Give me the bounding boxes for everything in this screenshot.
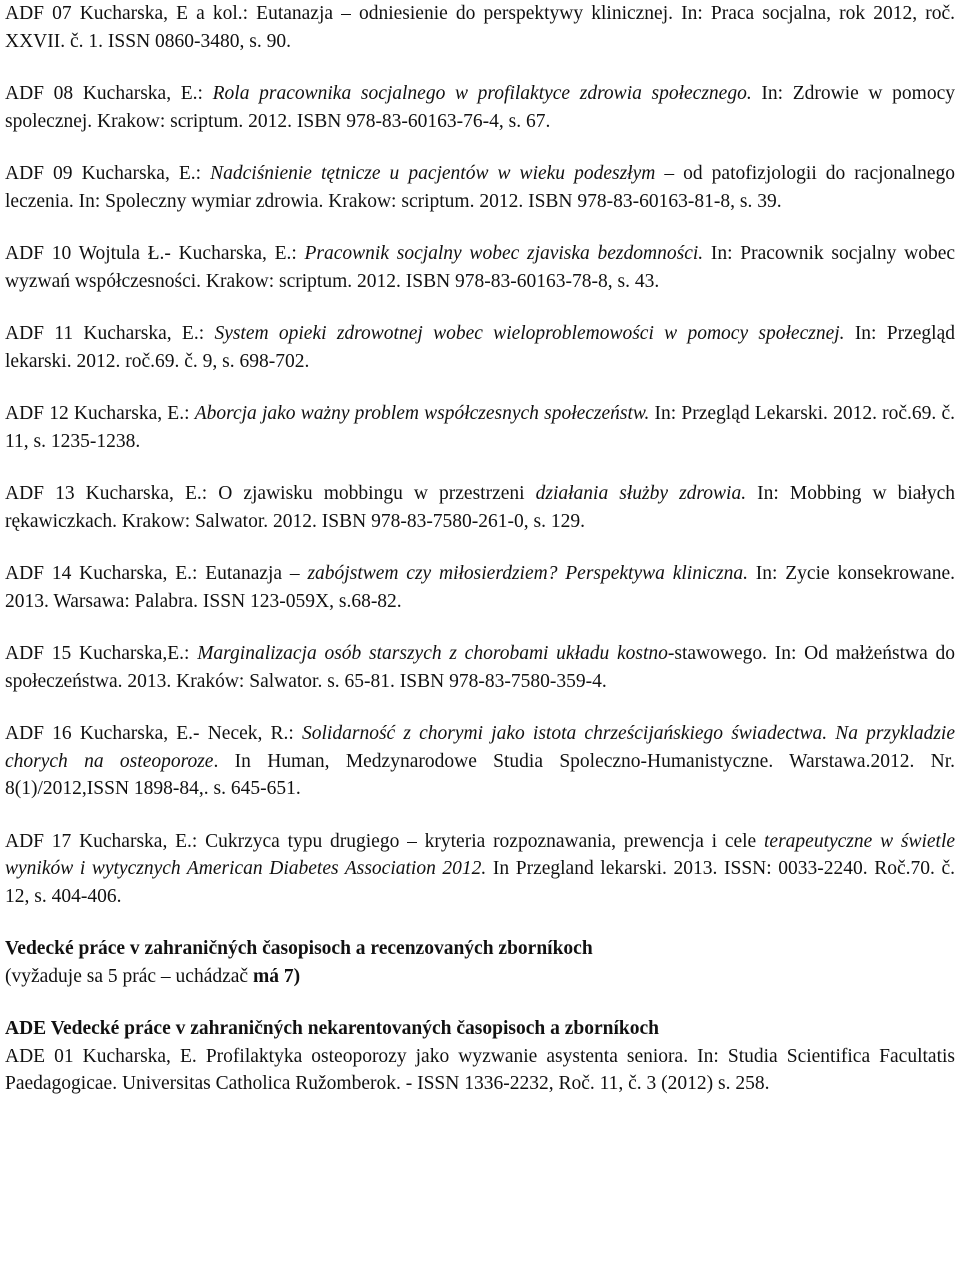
section-note xyxy=(5,963,955,991)
entry-tail: In: Zdrowie w pomocy spolecznej. Krakow: scriptum. 2012. ISBN 978-83-60163-76-4, s. 67. xyxy=(5,83,955,132)
entry-ade-01: ADE 01 Kucharska, E. Profilaktyka osteoporozy jako wyzwanie asystenta seniora. In: Studia Scientifica Facultatis Paedagogicae. Universitas Catholica Ružomberok. - ISSN 1336-2232, Roč. 11, č. 3 (2012) s. 258. xyxy=(5,1045,955,1094)
entry-lead: ADF 07 Kucharska, E a kol.: Eutanazja – odniesienie do perspektywy klinicznej. In: Praca socjalna, rok 2012, roč. XXVII. č. 1. ISSN 0860-3480, s. 90. xyxy=(5,3,955,52)
entry-title: System opieki zdrowotnej wobec wieloproblemowości w pomocy społecznej. xyxy=(214,323,845,344)
entry-adf-09 xyxy=(5,160,955,215)
entry-tail: In: Przegląd Lekarski. 2012. roč.69. č. 11, s. 1235-1238. xyxy=(5,403,955,452)
entry-title: zabójstwem czy miłosierdziem? Perspektywa kliniczna. xyxy=(307,563,748,584)
entry-tail: stawowego. In: Od małżeństwa do społeczeństwa. 2013. Kraków: Salwator. s. 65-81. ISBN 978-83-7580-359-4. xyxy=(5,643,956,692)
section-note-prefix: (vyžaduje sa 5 prác – uchádzač xyxy=(5,965,253,987)
section-zahranicne xyxy=(5,935,955,990)
entry-tail: – od patofizjologii do racjonalnego leczenia. In: Spoleczny wymiar zdrowia. Krakow: scriptum. 2012. ISBN 978-83-60163-81-8, s. 39. xyxy=(5,163,956,212)
entry-tail: In: Przegląd lekarski. 2012. roč.69. č. 9, s. 698-702. xyxy=(5,323,955,372)
entry-tail: In: Pracownik socjalny wobec wyzwań współczesności. Krakow: scriptum. 2012. ISBN 978-83-60163-78-8, s. 43. xyxy=(5,243,955,292)
entry-lead: ADF 14 Kucharska, E.: Eutanazja – xyxy=(5,563,308,584)
entry-title: Rola pracownika socjalnego w profilaktyce zdrowia społecznego. xyxy=(212,83,752,104)
entry-lead: ADF 12 Kucharska, E.: xyxy=(5,403,195,424)
entry-lead: ADF 11 Kucharska, E.: xyxy=(5,323,215,344)
entry-tail: . In Human, Medzynarodowe Studia Spoleczno-Humanistyczne. Warstawa.2012. Nr. 8(1)/2012,ISSN 1898-84,. s. 645-651. xyxy=(5,750,956,799)
entry-tail: In Przegland lekarski. 2013. ISSN: 0033-2240. Roč.70. č. 12, s. 404-406. xyxy=(5,858,955,907)
entry-adf-10 xyxy=(5,240,955,295)
entry-adf-07 xyxy=(5,0,955,55)
entry-tail: In: Zycie konsekrowane. 2013. Warsawa: Palabra. ISSN 123-059X, s.68-82. xyxy=(5,563,955,612)
entry-adf-16 xyxy=(5,720,955,803)
entry-adf-12 xyxy=(5,400,955,455)
entry-adf-17 xyxy=(5,828,955,911)
entry-lead: ADF 08 Kucharska, E.: xyxy=(5,83,213,104)
entry-tail: In: Mobbing w białych rękawiczkach. Krakow: Salwator. 2012. ISBN 978-83-7580-261-0, s. 129. xyxy=(5,483,955,532)
entry-lead: ADF 15 Kucharska,E.: xyxy=(5,643,198,664)
entry-lead: ADF 17 Kucharska, E.: Cukrzyca typu drugiego – kryteria rozpoznawania, prewencja i cele xyxy=(5,830,764,852)
document-page xyxy=(5,0,955,1098)
entry-lead: ADF 16 Kucharska, E.- Necek, R.: xyxy=(5,723,303,744)
section-ade xyxy=(5,1015,955,1098)
entry-adf-13 xyxy=(5,480,955,535)
entry-title: Marginalizacja osób starszych z chorobami układu kostno- xyxy=(197,643,675,664)
entry-adf-08 xyxy=(5,80,955,135)
entry-lead: ADF 10 Wojtula Ł.- Kucharska, E.: xyxy=(5,243,305,264)
entry-title: terapeutyczne w świetle wyników i wytycznych American Diabetes Association 2012. xyxy=(5,830,956,879)
entry-title: Solidarność z chorymi jako istota chrześcijańskiego świadectwa. Na przykladzie chorych na osteoporoze xyxy=(5,723,955,772)
entry-title: Pracownik socjalny wobec zjaviska bezdomności. xyxy=(304,243,704,264)
entry-lead: ADF 13 Kucharska, E.: O zjawisku mobbingu w przestrzeni xyxy=(5,483,536,504)
entry-title: Nadciśnienie tętnicze u pacjentów w wieku podeszłym xyxy=(210,163,656,184)
section-heading: ADE Vedecké práce v zahraničných nekarentovaných časopisoch a zborníkoch xyxy=(5,1018,659,1039)
section-heading: Vedecké práce v zahraničných časopisoch a recenzovaných zborníkoch xyxy=(5,938,593,959)
entry-title: Aborcja jako ważny problem współczesnych społeczeństw. xyxy=(194,403,650,424)
entry-adf-11 xyxy=(5,320,955,375)
section-note-count: má 7) xyxy=(252,965,301,987)
entry-adf-15 xyxy=(5,640,955,695)
entry-lead: ADF 09 Kucharska, E.: xyxy=(5,163,211,184)
entry-adf-14 xyxy=(5,560,955,615)
entry-title: działania służby zdrowia. xyxy=(535,483,747,504)
